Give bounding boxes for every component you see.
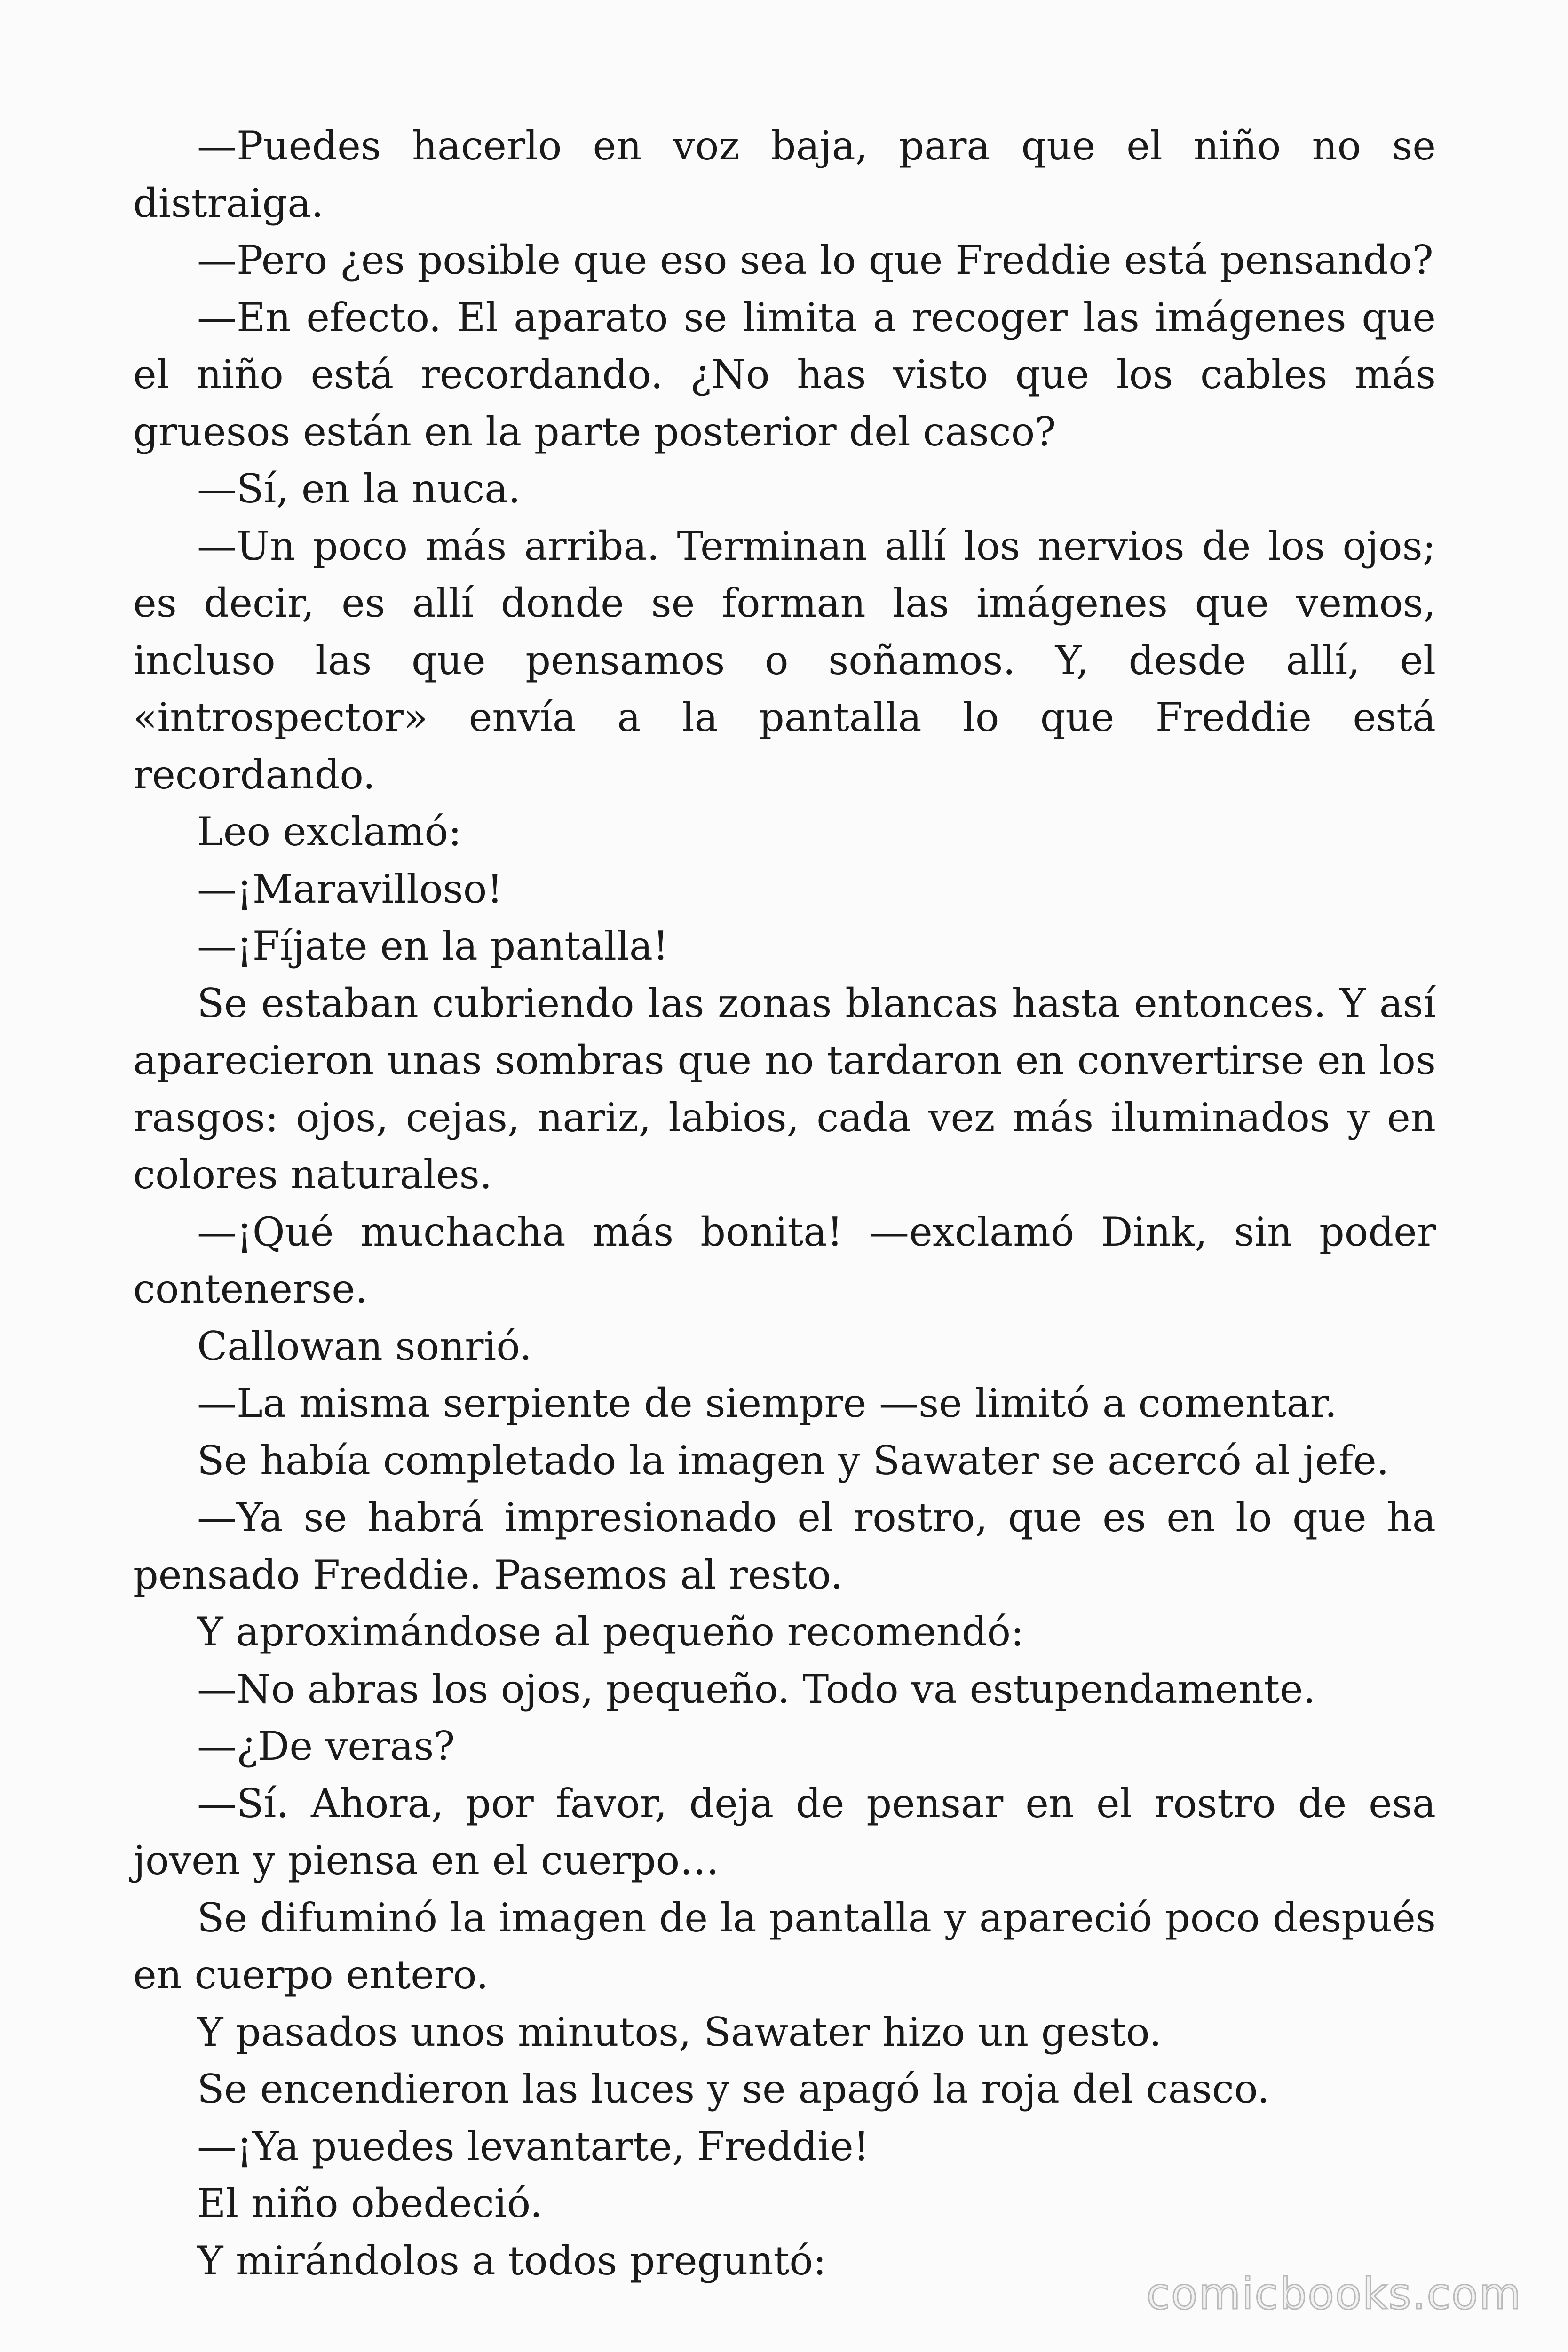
paragraph: —Un poco más arriba. Terminan allí los nervios de los ojos; es decir, es allí donde se forman las imágenes que vemos, incluso las que pensamos o soñamos. Y, desde allí, el «introspector» envía a la pantalla lo que Freddie está recordando. xyxy=(133,523,1436,798)
paragraph: —No abras los ojos, pequeño. Todo va estupendamente. xyxy=(197,1666,1316,1712)
paragraph: Y pasados unos minutos, Sawater hizo un gesto. xyxy=(197,2009,1162,2055)
paragraph: —¿De veras? xyxy=(197,1723,455,1769)
paragraph: —¡Ya puedes levantarte, Freddie! xyxy=(197,2123,870,2169)
paragraph: —En efecto. El aparato se limita a recoger las imágenes que el niño está recordando. ¿No has visto que los cables más gruesos están en la parte posterior del casco? xyxy=(133,294,1436,455)
paragraph: Callowan sonrió. xyxy=(197,1323,532,1369)
paragraph: —Pero ¿es posible que eso sea lo que Freddie está pensando? xyxy=(197,237,1433,283)
page-body xyxy=(133,118,1436,2289)
paragraph: Se encendieron las luces y se apagó la roja del casco. xyxy=(197,2066,1270,2112)
paragraph: —¡Qué muchacha más bonita! —exclamó Dink, sin poder contenerse. xyxy=(133,1208,1436,1312)
paragraph: Se difuminó la imagen de la pantalla y apareció poco después en cuerpo entero. xyxy=(133,1894,1436,1998)
paragraph: —Sí, en la nuca. xyxy=(197,466,521,512)
paragraph: Y aproximándose al pequeño recomendó: xyxy=(197,1609,1024,1655)
paragraph: —La misma serpiente de siempre —se limitó a comentar. xyxy=(197,1380,1338,1426)
paragraph: El niño obedeció. xyxy=(197,2180,543,2226)
paragraph: Y mirándolos a todos preguntó: xyxy=(197,2237,827,2284)
watermark: comicbooks.com xyxy=(1146,2269,1522,2319)
paragraph: —Sí. Ahora, por favor, deja de pensar en el rostro de esa joven y piensa en el cuerpo… xyxy=(133,1780,1436,1883)
paragraph: —Puedes hacerlo en voz baja, para que el niño no se distraiga. xyxy=(133,123,1436,226)
paragraph: Leo exclamó: xyxy=(197,809,462,855)
paragraph: —¡Maravilloso! xyxy=(197,866,503,912)
paragraph: Se había completado la imagen y Sawater se acercó al jefe. xyxy=(197,1437,1389,1484)
paragraph: —¡Fíjate en la pantalla! xyxy=(197,923,669,969)
paragraph: Se estaban cubriendo las zonas blancas hasta entonces. Y así aparecieron unas sombras que no tardaron en convertirse en los rasgos: ojos, cejas, nariz, labios, cada vez más iluminados y en colores naturales. xyxy=(133,980,1436,1198)
paragraph: —Ya se habrá impresionado el rostro, que es en lo que ha pensado Freddie. Pasemos al resto. xyxy=(133,1494,1436,1598)
